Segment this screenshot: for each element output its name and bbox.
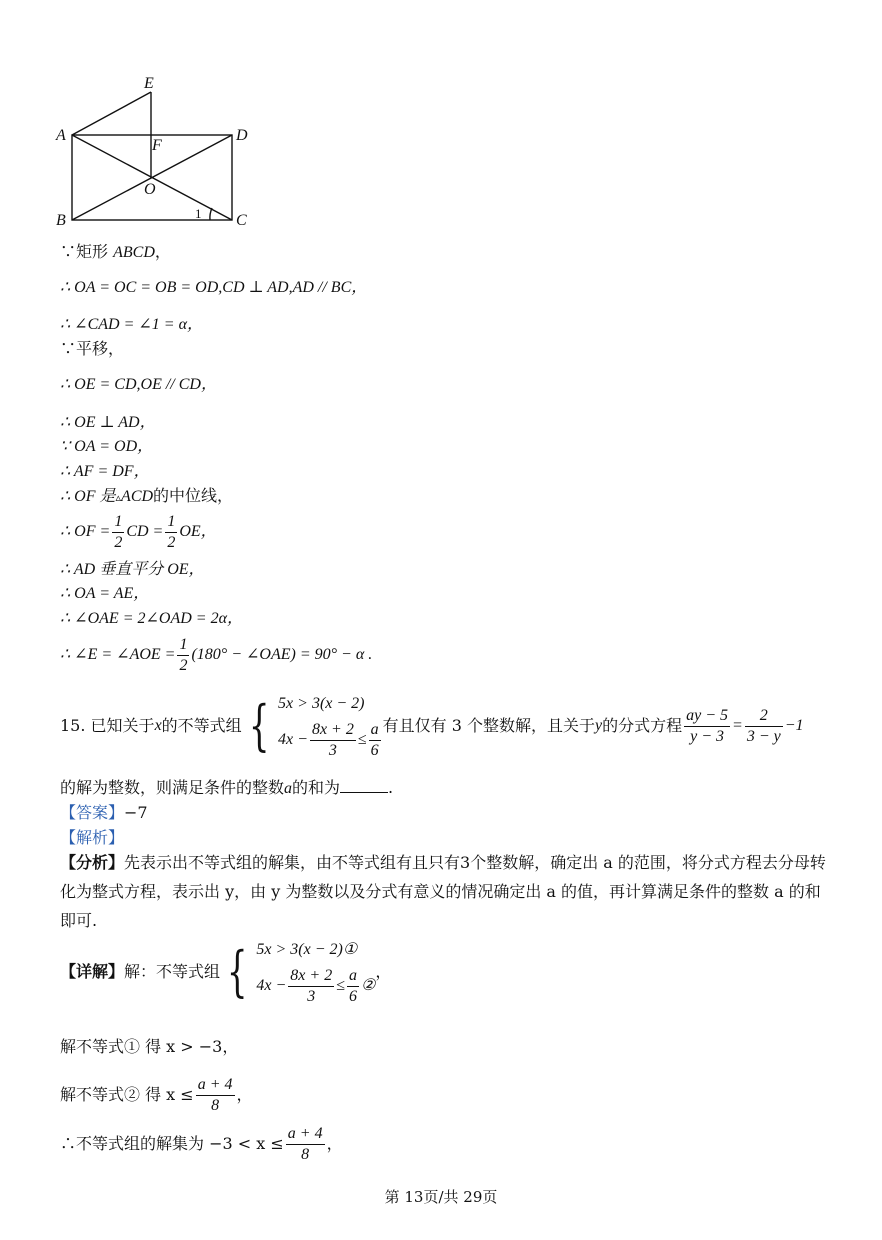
rectangle-figure xyxy=(50,70,270,235)
analysis-paragraph: 【分析】先表示出不等式组的解集，由不等式组有且只有3个整数解，确定出 a 的范围，将分式方程去分母转化为整式方程，表示出 y，由 y 为整数以及分式有意义的情况确定出 a 的值，再计算满足条件的整数 a 的和即可. xyxy=(60,853,826,930)
label-f: F xyxy=(152,137,162,154)
proof-line-1: ∵矩形 ABCD， xyxy=(60,242,171,261)
label-e: E xyxy=(144,75,154,92)
proof-line-2: ∴ OA = OC = OB = OD,CD ⊥ AD,AD // BC， xyxy=(60,279,368,296)
page-footer: 第 13页/共 29页 xyxy=(384,1188,498,1206)
detail-inequality-system: { 5x > 3(x − 2)① 4x − $\frac{8x + 2}{3}$ ≤ $\frac{a}{6}$ ② xyxy=(226,940,376,1005)
answer-line xyxy=(60,803,148,823)
label-a: A xyxy=(56,127,66,144)
proof-line-5: ∴ OE = CD,OE // CD， xyxy=(60,376,217,393)
analysis-header: 【解析】 xyxy=(60,828,125,847)
label-angle-1: 1 xyxy=(195,206,202,221)
solution-line-1: 解不等式① 得 x > −3， xyxy=(60,1037,239,1056)
label-d: D xyxy=(236,127,248,144)
proof-line-7: ∵ OA = OD， xyxy=(60,438,154,455)
segment-ae xyxy=(72,92,151,135)
proof-line-10: ∴ OF = $\frac{1}{2}$ CD = $\frac{1}{2}$ OE， xyxy=(60,512,217,551)
proof-line-12: ∴ OA = AE， xyxy=(60,585,150,602)
inequality-system: { 5x > 3(x − 2) 4x − $\frac{8x + 2}{3}$ ≤ $\frac{a}{6}$ xyxy=(248,694,379,759)
proof-line-13: ∴ ∠OAE = 2∠OAD = 2α， xyxy=(60,610,243,627)
question-15-line2: 的解为整数，则满足条件的整数a的和为 . xyxy=(60,778,394,797)
answer-label: 【答案】 xyxy=(60,803,125,822)
proof-line-14: ∴ ∠E = ∠AOE = $\frac{1}{2}$ (180° − ∠OAE) = 90° − α . xyxy=(60,635,373,674)
angle-1-arc xyxy=(210,208,212,220)
proof-line-11: ∴ AD 垂直平分 OE， xyxy=(60,561,205,578)
proof-line-6: ∴ OE ⊥ AD， xyxy=(60,414,156,431)
label-o: O xyxy=(144,181,156,198)
answer-blank[interactable] xyxy=(340,778,388,793)
question-15: 15. 已知关于 x 的不等式组 { 5x > 3(x − 2) 4x − $\frac{8x + 2}{3}$ ≤ $\frac{a}{6}$ 有且仅有 3 个整数解，且关于 y 的分式方程 $\frac{ay - 5}{y - 3}$ = $\frac{2}{3 - y}$ −1 xyxy=(60,688,804,764)
proof-line-3: ∴ ∠CAD = ∠1 = α， xyxy=(60,316,203,333)
proof-line-4: ∵平移， xyxy=(60,339,125,358)
proof-line-9: ∴ OF 是▵ACD的中位线， xyxy=(60,486,234,505)
label-c: C xyxy=(236,212,247,229)
answer-value: −7 xyxy=(124,803,148,822)
label-b: B xyxy=(56,212,66,229)
solution-line-2: 解不等式② 得 x ≤ $\frac{a + 4}{8}$ ， xyxy=(60,1075,253,1114)
proof-line-8: ∴ AF = DF， xyxy=(60,463,150,480)
question-number: 15. xyxy=(60,716,86,735)
detail-line: 【详解】 解：不等式组 { 5x > 3(x − 2)① 4x − $\frac{8x + 2}{3}$ ≤ $\frac{a}{6}$ ② ， xyxy=(60,932,391,1012)
solution-line-3: ∴不等式组的解集为 −3 < x ≤ $\frac{a + 4}{8}$ ， xyxy=(60,1124,343,1163)
